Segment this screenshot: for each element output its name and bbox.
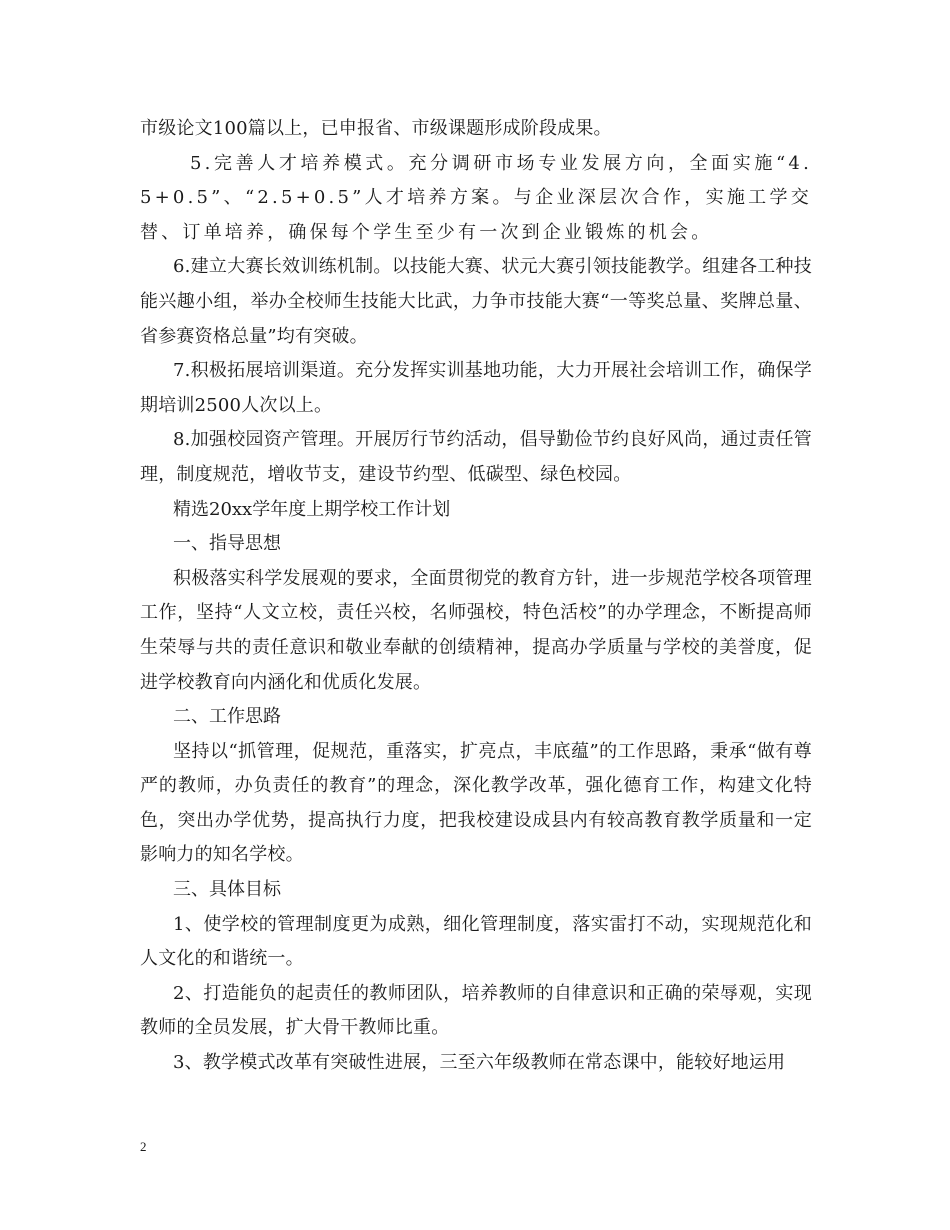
heading-guiding-thought: 一、指导思想 xyxy=(173,533,281,555)
heading-specific-goals: 三、具体目标 xyxy=(173,879,281,901)
page-number: 2 xyxy=(140,1139,147,1154)
paragraph-goal-1: 1、使学校的管理制度更为成熟，细化管理制度，落实雷打不动，实现规范化和人文化的和谐统一。 xyxy=(140,913,812,970)
paragraph-item-5: 5.完善人才培养模式。充分调研市场专业发展方向，全面实施“4.5+0.5”、“2.5+0.5”人才培养方案。与企业深层次合作，实施工学交替、订单培养，确保每个学生至少有一次到企业锻炼的机会。 xyxy=(140,152,812,243)
heading-work-approach: 二、工作思路 xyxy=(173,706,281,728)
paragraph-item-7: 7.积极拓展培训渠道。充分发挥实训基地功能，大力开展社会培训工作，确保学期培训2500人次以上。 xyxy=(140,360,812,416)
section-title: 精选20xx学年度上期学校工作计划 xyxy=(173,498,451,520)
paragraph-goal-3: 3、教学模式改革有突破性进展，三至六年级教师在常态课中，能较好地运用 xyxy=(173,1052,786,1074)
paragraph-guiding-thought: 积极落实科学发展观的要求，全面贯彻党的教育方针，进一步规范学校各项管理工作，坚持“人文立校，责任兴校，名师强校，特色活校”的办学理念，不断提高师生荣辱与共的责任意识和敬业奉献的创绩精神，提高办学质量与学校的美誉度，促进学校教育向内涵化和优质化发展。 xyxy=(140,567,812,693)
paragraph-work-approach: 坚持以“抓管理，促规范，重落实，扩亮点，丰底蕴”的工作思路，秉承“做有尊严的教师，办负责任的教育”的理念，深化教学改革，强化德育工作，构建文化特色，突出办学优势，提高执行力度，把我校建设成县内有较高教育教学质量和一定影响力的知名学校。 xyxy=(140,740,812,866)
paragraph-goal-2: 2、打造能负的起责任的教师团队，培养教师的自律意识和正确的荣辱观，实现教师的全员发展，扩大骨干教师比重。 xyxy=(140,982,812,1039)
document-body xyxy=(140,112,812,1081)
paragraph-item-6: 6.建立大赛长效训练机制。以技能大赛、状元大赛引领技能教学。组建各工种技能兴趣小组，举办全校师生技能大比武，力争市技能大赛“一等奖总量、奖牌总量、省参赛资格总量”均有突破。 xyxy=(140,256,812,347)
paragraph-item-8: 8.加强校园资产管理。开展厉行节约活动，倡导勤俭节约良好风尚，通过责任管理，制度规范，增收节支，建设节约型、低碳型、绿色校园。 xyxy=(140,429,812,485)
paragraph-continuation: 市级论文100篇以上，已申报省、市级课题形成阶段成果。 xyxy=(140,118,612,139)
